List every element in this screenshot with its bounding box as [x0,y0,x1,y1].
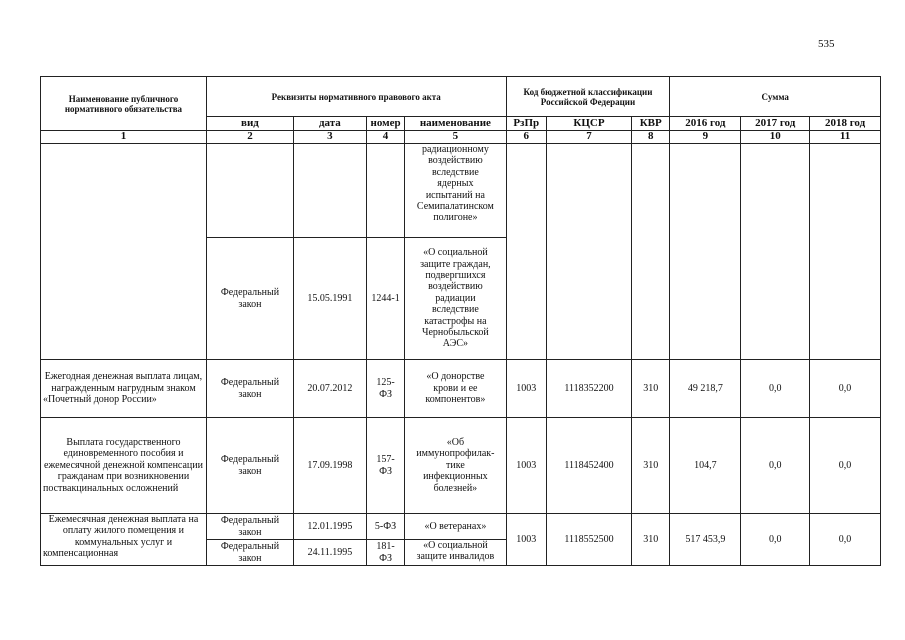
header-sum: Сумма [670,77,881,117]
cell-kcsr [546,144,631,360]
cell-date: 12.01.1995 [293,514,366,540]
col-number: 3 [293,131,366,144]
table-row [41,144,881,238]
table-row [41,418,881,514]
cell-obligation: Ежемесячная денежная выплата на оплату жилого помещения и коммунальных услуг и компенсационная [41,514,207,566]
cell-obligation: Ежегодная денежная выплата лицам, награжденным нагрудным знаком «Почетный донор России» [41,360,207,418]
col-number: 4 [366,131,404,144]
header-budget-code: Код бюджетной классификации Российской Федерации [506,77,670,117]
cell-2016: 104,7 [670,418,741,514]
header-name: наименование [405,117,506,131]
col-number: 9 [670,131,741,144]
cell-act-name: радиационному воздействию вследствие ядерных испытаний на Семипалатинском полигоне» [405,144,506,238]
cell-kcsr: 1118352200 [546,360,631,418]
cell-act-name: «О социальной защите инвалидов [405,540,506,566]
cell-type: Федеральный закон [206,360,293,418]
cell-rzpr: 1003 [506,418,546,514]
cell-act-name: «О социальной защите граждан, подвергшихся воздействию радиации вследствие катастрофы на Чернобыльской АЭС» [405,238,506,360]
cell-date [293,144,366,238]
cell-2017: 0,0 [741,514,810,566]
cell-number: 5-ФЗ [366,514,404,540]
cell-date: 17.09.1998 [293,418,366,514]
cell-rzpr: 1003 [506,514,546,566]
header-2018: 2018 год [810,117,881,131]
col-number: 8 [631,131,669,144]
cell-2018 [810,144,881,360]
cell-type: Федеральный закон [206,418,293,514]
cell-2017 [741,144,810,360]
cell-rzpr: 1003 [506,360,546,418]
header-2017: 2017 год [741,117,810,131]
cell-act-name: «О ветеранах» [405,514,506,540]
cell-act-name: «О донорстве крови и ее компонентов» [405,360,506,418]
cell-2017: 0,0 [741,360,810,418]
cell-number: 1244-1 [366,238,404,360]
cell-2018: 0,0 [810,418,881,514]
cell-rzpr [506,144,546,360]
cell-number [366,144,404,238]
col-number: 6 [506,131,546,144]
col-number: 7 [546,131,631,144]
table-row [41,360,881,418]
cell-act-name: «Об иммунопрофилак- тике инфекционных болезней» [405,418,506,514]
col-number: 1 [41,131,207,144]
header-kvr: КВР [631,117,669,131]
cell-kvr [631,144,669,360]
cell-date: 20.07.2012 [293,360,366,418]
cell-2016: 49 218,7 [670,360,741,418]
cell-type: Федеральный закон [206,238,293,360]
cell-type: Федеральный закон [206,514,293,540]
col-number: 10 [741,131,810,144]
col-number: 2 [206,131,293,144]
header-kcsr: КЦСР [546,117,631,131]
cell-2017: 0,0 [741,418,810,514]
cell-kcsr: 1118552500 [546,514,631,566]
cell-2016 [670,144,741,360]
header-rzpr: РзПр [506,117,546,131]
cell-kcsr: 1118452400 [546,418,631,514]
header-type: вид [206,117,293,131]
col-number: 5 [405,131,506,144]
header-obligation: Наименование публичного нормативного обязательства [41,77,207,131]
cell-kvr: 310 [631,418,669,514]
header-requisites: Реквизиты нормативного правового акта [206,77,506,117]
cell-obligation: Выплата государственного единовременного пособия и ежемесячной денежной компенсации гражданам при возникновении поствакцинальных осложнений [41,418,207,514]
cell-2018: 0,0 [810,360,881,418]
cell-number: 125- ФЗ [366,360,404,418]
column-numbers-row [41,131,881,144]
cell-2016: 517 453,9 [670,514,741,566]
cell-2018: 0,0 [810,514,881,566]
table-row [41,514,881,540]
cell-number: 181- ФЗ [366,540,404,566]
budget-obligations-table [40,76,881,566]
header-2016: 2016 год [670,117,741,131]
cell-kvr: 310 [631,514,669,566]
cell-type [206,144,293,238]
header-date: дата [293,117,366,131]
cell-type: Федеральный закон [206,540,293,566]
col-number: 11 [810,131,881,144]
page-number: 535 [818,38,835,50]
cell-number: 157- ФЗ [366,418,404,514]
header-row [41,77,881,117]
cell-obligation [41,144,207,360]
cell-date: 15.05.1991 [293,238,366,360]
cell-date: 24.11.1995 [293,540,366,566]
cell-kvr: 310 [631,360,669,418]
header-number: номер [366,117,404,131]
